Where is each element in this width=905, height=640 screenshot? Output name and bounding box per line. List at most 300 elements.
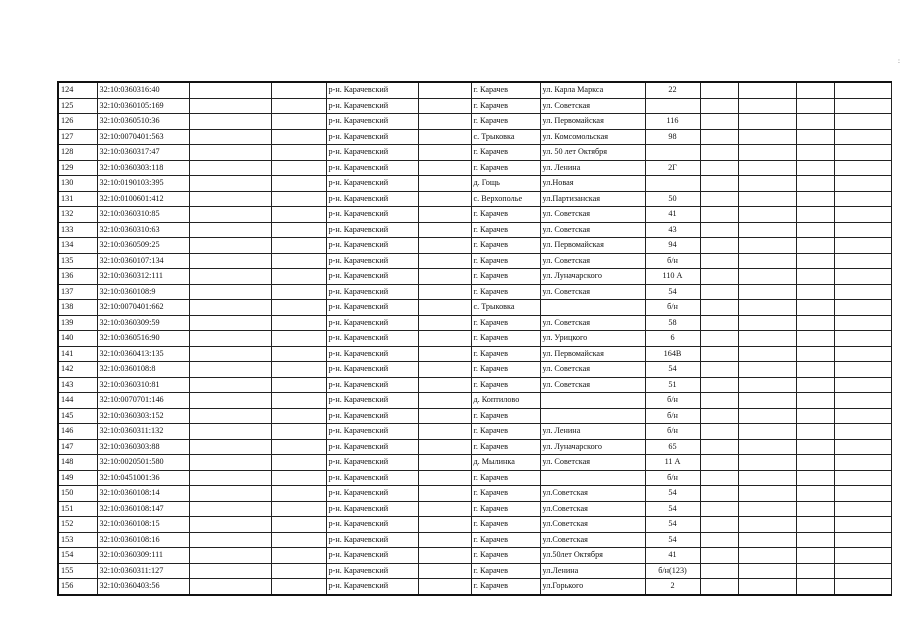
empty-cell [189,114,271,130]
empty-cell [738,98,796,114]
district-cell: р-н. Карачевский [326,300,418,316]
street-cell: ул.Ленина [540,563,645,579]
table-row [58,377,891,393]
empty-cell [418,548,471,564]
empty-cell [834,331,891,347]
empty-cell [738,408,796,424]
empty-cell [271,501,326,517]
district-cell: р-н. Карачевский [326,532,418,548]
cadastral-cell: 32:10:0451001:36 [97,470,189,486]
district-cell: р-н. Карачевский [326,393,418,409]
cadastral-cell: 32:10:0070401:563 [97,129,189,145]
empty-cell [418,98,471,114]
empty-cell [738,269,796,285]
num-cell: 140 [58,331,97,347]
empty-cell [796,455,834,471]
empty-cell [700,470,738,486]
empty-cell [796,253,834,269]
settlement-cell: г. Карачев [471,424,540,440]
street-cell [540,393,645,409]
empty-cell [834,563,891,579]
district-cell: р-н. Карачевский [326,315,418,331]
table-row [58,191,891,207]
num-cell: 138 [58,300,97,316]
num-cell: 144 [58,393,97,409]
empty-cell [796,377,834,393]
empty-cell [738,191,796,207]
empty-cell [834,486,891,502]
cadastral-cell: 32:10:0070401:662 [97,300,189,316]
empty-cell [738,517,796,533]
empty-cell [700,300,738,316]
num-cell: 149 [58,470,97,486]
settlement-cell: г. Карачев [471,579,540,595]
street-cell: ул.Новая [540,176,645,192]
table-row [58,470,891,486]
cadastral-cell: 32:10:0360309:111 [97,548,189,564]
settlement-cell: г. Карачев [471,207,540,223]
property-register-table [57,81,892,596]
street-cell: ул. Луначарского [540,439,645,455]
empty-cell [796,486,834,502]
empty-cell [796,300,834,316]
empty-cell [189,129,271,145]
empty-cell [700,517,738,533]
empty-cell [738,176,796,192]
table-row [58,424,891,440]
house-cell: 164В [645,346,700,362]
district-cell: р-н. Карачевский [326,284,418,300]
cadastral-cell: 32:10:0070701:146 [97,393,189,409]
district-cell: р-н. Карачевский [326,501,418,517]
num-cell: 156 [58,579,97,595]
house-cell: б/н [645,470,700,486]
empty-cell [796,284,834,300]
cadastral-cell: 32:10:0360403:56 [97,579,189,595]
street-cell: ул. Ленина [540,160,645,176]
empty-cell [834,377,891,393]
empty-cell [834,238,891,254]
cadastral-cell: 32:10:0360309:59 [97,315,189,331]
empty-cell [700,145,738,161]
street-cell: ул. Луначарского [540,269,645,285]
empty-cell [418,362,471,378]
empty-cell [834,222,891,238]
num-cell: 143 [58,377,97,393]
district-cell: р-н. Карачевский [326,424,418,440]
empty-cell [738,393,796,409]
empty-cell [700,501,738,517]
cadastral-cell: 32:10:0020501:580 [97,455,189,471]
register-table-body [58,82,891,595]
empty-cell [418,253,471,269]
street-cell: ул. 50 лет Октября [540,145,645,161]
table-row [58,253,891,269]
empty-cell [834,517,891,533]
cadastral-cell: 32:10:0360516:90 [97,331,189,347]
empty-cell [796,393,834,409]
empty-cell [834,191,891,207]
district-cell: р-н. Карачевский [326,207,418,223]
empty-cell [796,114,834,130]
empty-cell [189,176,271,192]
empty-cell [418,160,471,176]
street-cell: ул. Советская [540,455,645,471]
empty-cell [271,455,326,471]
empty-cell [700,315,738,331]
settlement-cell: г. Карачев [471,253,540,269]
table-row [58,362,891,378]
empty-cell [700,486,738,502]
empty-cell [271,253,326,269]
cadastral-cell: 32:10:0360108:147 [97,501,189,517]
empty-cell [738,439,796,455]
empty-cell [418,284,471,300]
empty-cell [796,346,834,362]
empty-cell [189,191,271,207]
street-cell: ул.50лет Октября [540,548,645,564]
empty-cell [834,408,891,424]
empty-cell [189,532,271,548]
settlement-cell: г. Карачев [471,532,540,548]
empty-cell [189,501,271,517]
cadastral-cell: 32:10:0190103:395 [97,176,189,192]
empty-cell [189,439,271,455]
house-cell [645,176,700,192]
empty-cell [796,207,834,223]
empty-cell [738,207,796,223]
empty-cell [418,517,471,533]
empty-cell [189,377,271,393]
street-cell: ул.Советская [540,486,645,502]
empty-cell [418,238,471,254]
street-cell: ул. Советская [540,98,645,114]
empty-cell [796,129,834,145]
empty-cell [796,315,834,331]
empty-cell [271,129,326,145]
cadastral-cell: 32:10:0360413:135 [97,346,189,362]
empty-cell [271,145,326,161]
district-cell: р-н. Карачевский [326,470,418,486]
empty-cell [738,238,796,254]
empty-cell [738,532,796,548]
settlement-cell: д. Гощь [471,176,540,192]
empty-cell [418,315,471,331]
empty-cell [738,501,796,517]
empty-cell [418,222,471,238]
empty-cell [418,207,471,223]
num-cell: 127 [58,129,97,145]
empty-cell [418,129,471,145]
empty-cell [271,579,326,595]
empty-cell [418,424,471,440]
settlement-cell: г. Карачев [471,346,540,362]
table-row [58,501,891,517]
house-cell: б/н [645,408,700,424]
house-cell: б/н [645,253,700,269]
empty-cell [700,563,738,579]
cadastral-cell: 32:10:0360107:134 [97,253,189,269]
settlement-cell: г. Карачев [471,548,540,564]
table-row [58,455,891,471]
settlement-cell: г. Карачев [471,331,540,347]
settlement-cell: г. Карачев [471,98,540,114]
district-cell: р-н. Карачевский [326,145,418,161]
street-cell: ул. Первомайская [540,238,645,254]
district-cell: р-н. Карачевский [326,238,418,254]
settlement-cell: г. Карачев [471,517,540,533]
district-cell: р-н. Карачевский [326,408,418,424]
settlement-cell: г. Карачев [471,501,540,517]
district-cell: р-н. Карачевский [326,253,418,269]
street-cell: ул. Первомайская [540,346,645,362]
empty-cell [700,346,738,362]
empty-cell [189,160,271,176]
empty-cell [418,501,471,517]
empty-cell [796,470,834,486]
empty-cell [796,532,834,548]
empty-cell [738,331,796,347]
empty-cell [796,222,834,238]
empty-cell [700,82,738,98]
house-cell: б/н [645,300,700,316]
empty-cell [738,548,796,564]
table-row [58,207,891,223]
empty-cell [271,300,326,316]
table-row [58,222,891,238]
street-cell [540,408,645,424]
empty-cell [418,191,471,207]
cadastral-cell: 32:10:0360108:9 [97,284,189,300]
house-cell: 110 А [645,269,700,285]
empty-cell [271,439,326,455]
house-cell: б/н [645,424,700,440]
empty-cell [834,424,891,440]
house-cell: 51 [645,377,700,393]
district-cell: р-н. Карачевский [326,377,418,393]
settlement-cell: г. Карачев [471,82,540,98]
empty-cell [834,393,891,409]
num-cell: 139 [58,315,97,331]
settlement-cell: г. Карачев [471,284,540,300]
num-cell: 150 [58,486,97,502]
empty-cell [271,160,326,176]
street-cell: ул. Советская [540,222,645,238]
table-row [58,82,891,98]
empty-cell [271,517,326,533]
table-row [58,145,891,161]
table-row [58,486,891,502]
empty-cell [834,82,891,98]
house-cell: 54 [645,362,700,378]
empty-cell [700,377,738,393]
empty-cell [418,331,471,347]
empty-cell [271,114,326,130]
district-cell: р-н. Карачевский [326,563,418,579]
num-cell: 125 [58,98,97,114]
empty-cell [700,222,738,238]
empty-cell [418,563,471,579]
empty-cell [796,98,834,114]
num-cell: 147 [58,439,97,455]
empty-cell [418,82,471,98]
empty-cell [834,315,891,331]
table-row [58,548,891,564]
empty-cell [418,300,471,316]
empty-cell [738,470,796,486]
empty-cell [418,346,471,362]
empty-cell [700,393,738,409]
empty-cell [738,563,796,579]
district-cell: р-н. Карачевский [326,362,418,378]
table-row [58,517,891,533]
table-row [58,300,891,316]
house-cell: 11 А [645,455,700,471]
empty-cell [271,548,326,564]
empty-cell [834,579,891,595]
empty-cell [796,269,834,285]
empty-cell [700,160,738,176]
street-cell: ул. Советская [540,284,645,300]
empty-cell [738,424,796,440]
cadastral-cell: 32:10:0360316:40 [97,82,189,98]
house-cell: 41 [645,548,700,564]
district-cell: р-н. Карачевский [326,82,418,98]
empty-cell [796,191,834,207]
settlement-cell: г. Карачев [471,160,540,176]
empty-cell [738,82,796,98]
street-cell: ул. Комсомольская [540,129,645,145]
empty-cell [834,284,891,300]
empty-cell [271,470,326,486]
table-row [58,269,891,285]
empty-cell [700,424,738,440]
table-row [58,238,891,254]
empty-cell [189,238,271,254]
cadastral-cell: 32:10:0360108:15 [97,517,189,533]
district-cell: р-н. Карачевский [326,579,418,595]
empty-cell [271,98,326,114]
street-cell: ул. Ленина [540,424,645,440]
table-row [58,532,891,548]
empty-cell [738,300,796,316]
street-cell: ул. Урицкого [540,331,645,347]
empty-cell [418,114,471,130]
empty-cell [189,455,271,471]
empty-cell [796,331,834,347]
empty-cell [418,176,471,192]
empty-cell [189,145,271,161]
table-row [58,114,891,130]
num-cell: 137 [58,284,97,300]
empty-cell [271,269,326,285]
cadastral-cell: 32:10:0360310:85 [97,207,189,223]
house-cell: 54 [645,517,700,533]
empty-cell [738,160,796,176]
empty-cell [834,346,891,362]
empty-cell [834,470,891,486]
table-row [58,579,891,595]
empty-cell [834,455,891,471]
empty-cell [189,331,271,347]
table-row [58,439,891,455]
street-cell: ул.Советская [540,532,645,548]
table-row [58,160,891,176]
empty-cell [418,439,471,455]
empty-cell [271,532,326,548]
settlement-cell: г. Карачев [471,563,540,579]
empty-cell [700,269,738,285]
empty-cell [271,408,326,424]
street-cell [540,300,645,316]
cadastral-cell: 32:10:0360310:63 [97,222,189,238]
table-row [58,284,891,300]
district-cell: р-н. Карачевский [326,98,418,114]
table-row [58,393,891,409]
empty-cell [700,191,738,207]
table-row [58,408,891,424]
num-cell: 134 [58,238,97,254]
cadastral-cell: 32:10:0360510:36 [97,114,189,130]
empty-cell [189,207,271,223]
num-cell: 146 [58,424,97,440]
empty-cell [738,346,796,362]
empty-cell [271,486,326,502]
empty-cell [796,501,834,517]
empty-cell [700,408,738,424]
empty-cell [271,393,326,409]
cadastral-cell: 32:10:0360303:118 [97,160,189,176]
empty-cell [796,439,834,455]
page-corner-mark: : [898,57,900,65]
num-cell: 124 [58,82,97,98]
district-cell: р-н. Карачевский [326,486,418,502]
empty-cell [738,486,796,502]
num-cell: 136 [58,269,97,285]
street-cell: ул. Советская [540,207,645,223]
empty-cell [796,176,834,192]
empty-cell [700,207,738,223]
empty-cell [700,176,738,192]
empty-cell [738,377,796,393]
empty-cell [271,346,326,362]
settlement-cell: г. Карачев [471,269,540,285]
empty-cell [738,114,796,130]
district-cell: р-н. Карачевский [326,455,418,471]
cadastral-cell: 32:10:0360105:169 [97,98,189,114]
empty-cell [418,532,471,548]
cadastral-cell: 32:10:0360311:127 [97,563,189,579]
settlement-cell: г. Карачев [471,439,540,455]
empty-cell [189,82,271,98]
empty-cell [271,563,326,579]
district-cell: р-н. Карачевский [326,191,418,207]
empty-cell [271,191,326,207]
empty-cell [738,315,796,331]
street-cell: ул.Партизанская [540,191,645,207]
house-cell: 41 [645,207,700,223]
num-cell: 130 [58,176,97,192]
empty-cell [271,315,326,331]
num-cell: 142 [58,362,97,378]
empty-cell [738,284,796,300]
table-row [58,331,891,347]
empty-cell [700,548,738,564]
empty-cell [834,362,891,378]
empty-cell [418,486,471,502]
cadastral-cell: 32:10:0360317:47 [97,145,189,161]
house-cell: 54 [645,532,700,548]
